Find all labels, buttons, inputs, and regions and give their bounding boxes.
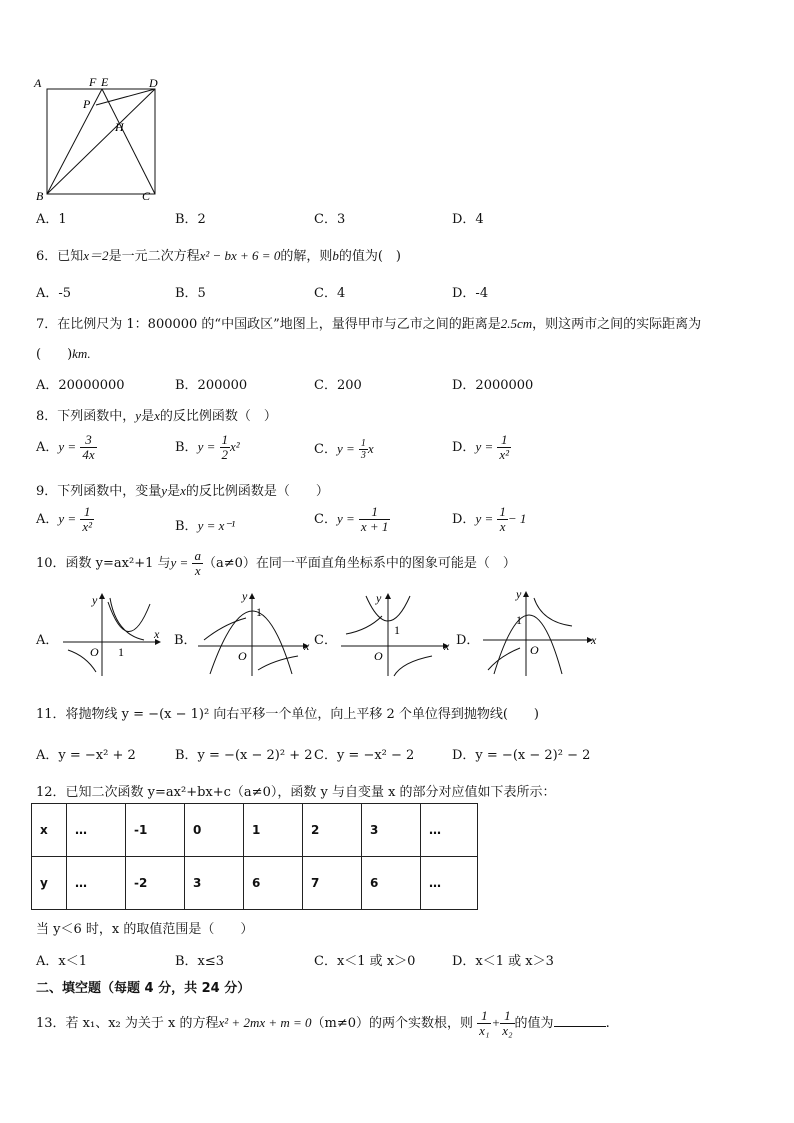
q9-option-a-letter: A．: [36, 512, 59, 527]
q6-option-b: B．5: [175, 286, 206, 301]
q10-graph-c: [336, 590, 456, 680]
question-6: [36, 245, 401, 264]
q8-c-numerator: 1: [360, 438, 366, 449]
q10-b-origin: O: [238, 649, 247, 663]
table-cell: 3: [185, 857, 244, 910]
q8-c-tail: x: [367, 441, 374, 456]
question-10: [36, 549, 516, 578]
q8-b-numerator: 1: [221, 432, 228, 447]
q9-a-denominator: x²: [82, 519, 92, 534]
q10-b-x-label: x: [304, 639, 310, 653]
q8-stem-mid: 是: [141, 409, 155, 424]
q8-y: y: [135, 408, 142, 423]
q9-x: x: [180, 483, 186, 498]
q9-option-b-letter: B．: [175, 519, 198, 534]
q8-a-numerator: 3: [80, 433, 96, 448]
question-8: [36, 405, 277, 424]
q13-fraction-1: [477, 1009, 491, 1038]
q8-d-lhs: y =: [475, 439, 494, 454]
q13-answer-blank[interactable]: [554, 1014, 606, 1027]
q8-option-d-letter: D．: [452, 440, 476, 455]
q8-option-c: [314, 438, 374, 461]
q8-b-lhs: y =: [197, 439, 216, 454]
q10-d-y-label: y: [516, 587, 522, 601]
q6-stem-pre: 6．已知: [36, 249, 84, 264]
table-cell: -1: [126, 804, 185, 857]
q9-c-lhs: y =: [336, 511, 355, 526]
table-cell: 0: [185, 804, 244, 857]
q8-b-denominator: 2: [221, 447, 228, 462]
q11-option-d: D．y = −(x − 2)² − 2: [452, 748, 591, 763]
q13-fraction-1-denominator: x₁: [479, 1023, 490, 1038]
geometry-figure: [30, 72, 170, 204]
q10-a-x-label: x: [154, 627, 160, 641]
q9-a-numerator: 1: [80, 505, 94, 520]
q10-c-origin: O: [374, 649, 383, 663]
q9-option-d: [452, 505, 526, 534]
q10-c-y-label: y: [376, 591, 382, 605]
q6-stem-tail: 的值为( ): [338, 249, 402, 264]
q8-d-denominator: x²: [499, 447, 510, 462]
q7-option-c: C．200: [314, 378, 362, 393]
q13-equation: x² + 2mx + m = 0: [218, 1015, 312, 1030]
table-cell: …: [421, 857, 478, 910]
q9-y: y: [161, 483, 168, 498]
q8-a-lhs: y =: [58, 439, 77, 454]
question-7: [36, 313, 701, 332]
q10-graph-b: [196, 588, 316, 680]
q9-stem-pre: 9．下列函数中，变量: [36, 484, 162, 499]
question-11: 11．将抛物线 y = −(x − 1)² 向右平移一个单位，向上平移 2 个单位得到抛物线( ): [36, 707, 539, 722]
q9-c-denominator: x + 1: [360, 519, 389, 534]
label-E: E: [101, 75, 109, 89]
q10-option-a-letter: A．: [36, 633, 59, 648]
label-F: F: [89, 75, 97, 89]
q6-cond: x＝2: [83, 248, 109, 263]
q8-option-c-letter: C．: [314, 442, 337, 457]
table-cell: -2: [126, 857, 185, 910]
question-7-line2: [36, 343, 91, 362]
label-P: P: [83, 97, 91, 111]
q12-question: 当 y＜6 时，x 的取值范围是（ ）: [36, 922, 254, 937]
q9-c-numerator: 1: [359, 505, 391, 520]
q7-unit: km.: [72, 346, 91, 361]
q9-option-c-letter: C．: [314, 512, 337, 527]
table-cell: …: [421, 804, 478, 857]
q10-fraction: [192, 549, 203, 578]
q8-option-a: [36, 433, 97, 462]
table-cell: 2: [303, 804, 362, 857]
q9-d-tail: − 1: [507, 511, 527, 526]
q8-c-fraction: [359, 438, 368, 461]
q8-option-d: [452, 433, 511, 462]
q13-fraction-2: [500, 1009, 514, 1038]
question-12: 12．已知二次函数 y=ax²+bx+c（a≠0），函数 y 与自变量 x 的部分对应值如下表所示：: [36, 785, 556, 800]
q9-d-numerator: 1: [499, 504, 506, 519]
q10-c-x-label: x: [444, 639, 450, 653]
q8-c-denominator: 3: [360, 450, 366, 461]
q10-b-one: 1: [256, 605, 262, 619]
q10-stem-end: （a≠0）在同一平面直角坐标系中的图象可能是（ ）: [202, 556, 516, 571]
q13-stem-end: 的值为: [514, 1016, 554, 1031]
label-D: D: [149, 76, 158, 90]
q8-b-fraction: [220, 433, 231, 462]
q9-option-d-letter: D．: [452, 512, 476, 527]
question-9: [36, 480, 329, 499]
q5-option-c: C．3: [314, 212, 346, 227]
q9-stem-end: 的反比例函数是（ ）: [185, 484, 329, 499]
q5-option-a: A．1: [36, 212, 67, 227]
q13-fraction-2-numerator: 1: [500, 1009, 514, 1024]
q11-option-c: C．y = −x² − 2: [314, 748, 415, 763]
q8-option-b-letter: B．: [175, 440, 198, 455]
label-A: A: [34, 76, 42, 90]
q9-c-fraction: [359, 505, 391, 534]
q10-a-y-label: y: [92, 593, 98, 607]
q12-option-d: D．x＜1 或 x＞3: [452, 954, 554, 969]
q11-option-b: B．y = −(x − 2)² + 2: [175, 748, 313, 763]
q9-d-lhs: y =: [475, 511, 494, 526]
q7-line1: 7．在比例尺为 1：800000 的“中国政区”地图上，量得甲市与乙市之间的距离是: [36, 317, 501, 332]
q10-a-one: 1: [118, 645, 124, 659]
q8-a-denominator: 4x: [82, 447, 95, 462]
q13-plus: +: [491, 1015, 501, 1030]
table-cell: 6: [362, 857, 421, 910]
q8-b-tail: x²: [230, 439, 240, 454]
q6-option-d: D．-4: [452, 286, 489, 301]
q8-stem-pre: 8．下列函数中，: [36, 409, 136, 424]
q8-d-fraction: [497, 433, 511, 462]
section-heading: 二、填空题（每题 4 分，共 24 分）: [36, 981, 251, 996]
q9-b-expression: y = x⁻¹: [197, 518, 236, 533]
q9-a-lhs: y =: [58, 511, 77, 526]
q5-option-b: B．2: [175, 212, 206, 227]
q9-option-c: [314, 505, 390, 534]
q12-option-a: A．x＜1: [36, 954, 87, 969]
q9-option-a: [36, 505, 94, 534]
q10-numerator: a: [194, 548, 201, 563]
q10-stem-pre: 10．函数 y=ax²+1 与: [36, 556, 171, 571]
q12-value-table: [31, 803, 478, 910]
q10-denominator: x: [194, 563, 201, 578]
q10-lhs: y =: [170, 555, 189, 570]
q9-d-denominator: x: [499, 519, 506, 534]
q10-graph-d: [478, 586, 602, 680]
q6-var: b: [332, 248, 339, 263]
q10-d-x-label: x: [591, 633, 597, 647]
table-cell: x: [32, 804, 67, 857]
q6-equation: x² − bx + 6 = 0: [199, 248, 281, 263]
q10-d-origin: O: [530, 643, 539, 657]
q10-option-d-letter: D．: [456, 633, 480, 648]
table-cell: y: [32, 857, 67, 910]
table-cell: 1: [244, 804, 303, 857]
table-cell: …: [67, 857, 126, 910]
q6-option-c: C．4: [314, 286, 346, 301]
q13-fraction-1-numerator: 1: [477, 1009, 491, 1024]
question-13: [36, 1009, 610, 1038]
table-cell: 7: [303, 857, 362, 910]
q6-stem-end: 的解，则: [280, 249, 333, 264]
q7-option-a: A．20000000: [36, 378, 125, 393]
q7-blank: ( ): [36, 347, 73, 362]
q13-fraction-2-denominator: x₂: [502, 1023, 513, 1038]
label-H: H: [115, 120, 124, 134]
q7-option-b: B．200000: [175, 378, 248, 393]
q5-option-d: D．4: [452, 212, 484, 227]
q7-line1-tail: ，则这两市之间的实际距离为: [532, 317, 702, 332]
q10-b-y-label: y: [242, 589, 248, 603]
q9-d-fraction: [497, 505, 508, 534]
q8-c-lhs: y =: [336, 441, 355, 456]
q10-option-b-letter: B．: [174, 633, 197, 648]
table-row: [32, 804, 478, 857]
q8-option-b: [175, 433, 240, 462]
q7-option-d: D．2000000: [452, 378, 534, 393]
q8-x: x: [154, 408, 160, 423]
q8-a-fraction: [80, 433, 96, 462]
table-cell: 6: [244, 857, 303, 910]
table-row: [32, 857, 478, 910]
q13-cond: （m≠0）的两个实数根，则: [311, 1016, 474, 1031]
q10-a-origin: O: [90, 645, 99, 659]
q10-c-one: 1: [394, 623, 400, 637]
table-cell: 3: [362, 804, 421, 857]
q6-stem-mid: 是一元二次方程: [108, 249, 200, 264]
q12-option-c: C．x＜1 或 x＞0: [314, 954, 416, 969]
q13-period: .: [605, 1016, 610, 1031]
q8-stem-end: 的反比例函数（ ）: [159, 409, 277, 424]
label-C: C: [142, 189, 151, 203]
q7-distance: 2.5cm: [500, 316, 533, 331]
q6-option-a: A．-5: [36, 286, 72, 301]
q12-option-b: B．x≤3: [175, 954, 225, 969]
q10-option-c-letter: C．: [314, 633, 337, 648]
q9-option-b: [175, 515, 235, 534]
q9-stem-mid: 是: [167, 484, 181, 499]
label-B: B: [36, 189, 44, 203]
q8-option-a-letter: A．: [36, 440, 59, 455]
q10-graph-a: [58, 590, 168, 680]
q11-option-a: A．y = −x² + 2: [36, 748, 136, 763]
q9-a-fraction: [80, 505, 94, 534]
q10-d-one: 1: [516, 613, 522, 627]
q13-stem-pre: 13．若 x₁、x₂ 为关于 x 的方程: [36, 1016, 219, 1031]
q8-d-numerator: 1: [497, 433, 511, 448]
table-cell: …: [67, 804, 126, 857]
